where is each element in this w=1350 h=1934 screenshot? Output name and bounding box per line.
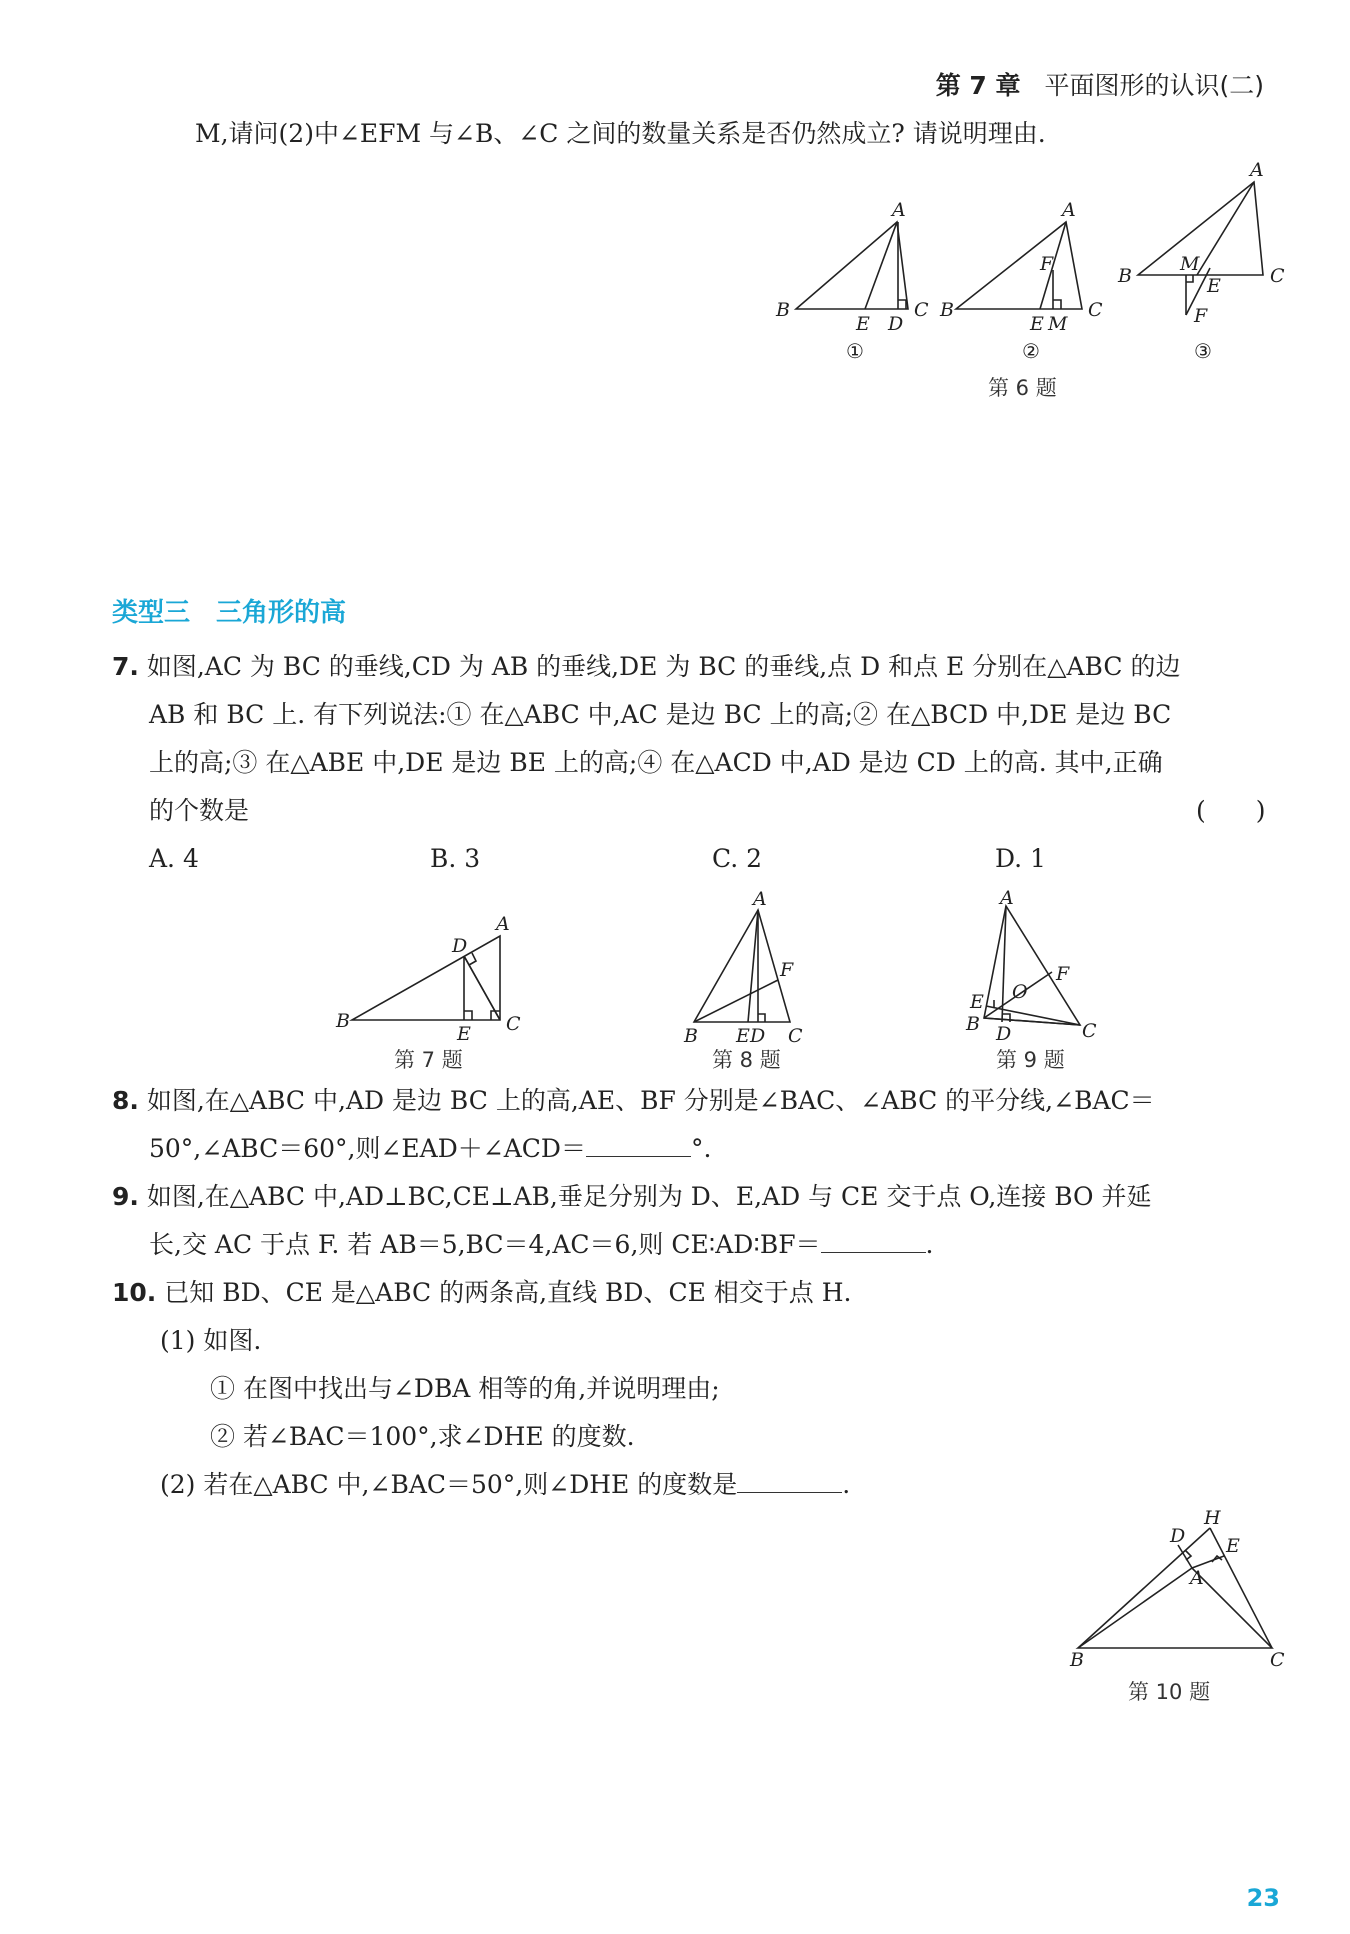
fig6-caption: 第 6 题 (988, 376, 1057, 400)
fig6-p2-label-a: A (1062, 199, 1076, 221)
figure-9 (960, 880, 1110, 1045)
q7-line-4: 的个数是 (149, 796, 250, 825)
fig7-caption: 第 7 题 (394, 1048, 463, 1072)
fig10-label-c: C (1270, 1649, 1285, 1671)
q8-text-2a: 50°,∠ABC＝60°,则∠EAD＋∠ACD＝ (149, 1134, 586, 1163)
q9-line-1 (112, 1173, 1152, 1221)
fig7-label-e: E (457, 1023, 471, 1045)
fig6-p2-label-c: C (1088, 299, 1103, 321)
fig9-label-o: O (1012, 981, 1028, 1003)
q7-answer-bracket: ( ) (1196, 796, 1266, 825)
fig6-p2-label-b: B (940, 299, 954, 321)
fig7-label-c: C (506, 1013, 521, 1035)
fig6-p3-label-b: B (1118, 265, 1132, 287)
fig6-p1-label-c: C (914, 299, 929, 321)
fig6-p3-label-e: E (1207, 275, 1221, 297)
fig6-panel-3 (1117, 159, 1285, 363)
q10-sub-1a: ① 在图中找出与∠DBA 相等的角,并说明理由; (210, 1374, 720, 1403)
page-number: 23 (1246, 1884, 1280, 1912)
fig10-label-a: A (1190, 1567, 1204, 1589)
fig6-p1-label-e: E (856, 313, 870, 335)
q8-line-2 (149, 1125, 711, 1173)
fig7-label-a: A (496, 913, 510, 935)
chapter-number: 第 7 章 (935, 71, 1021, 100)
fig6-p2-label-m: M (1048, 313, 1068, 335)
q9-answer-blank[interactable] (821, 1228, 926, 1253)
q7-number: 7. (112, 652, 139, 681)
fig7-label-d: D (452, 935, 468, 957)
fig8-label-b: B (684, 1025, 698, 1047)
chapter-title: 平面图形的认识(二) (1044, 71, 1264, 100)
fig10-label-d: D (1170, 1525, 1186, 1547)
fig6-panel-1 (775, 199, 929, 363)
fig10-label-e: E (1226, 1535, 1240, 1557)
fig6-p1-label-a: A (892, 199, 906, 221)
q9-number: 9. (112, 1182, 139, 1211)
fig6-p3-number: ③ (1194, 339, 1212, 363)
q8-number: 8. (112, 1086, 139, 1115)
fig8-caption: 第 8 题 (712, 1048, 781, 1072)
section-title: 类型三 三角形的高 (112, 598, 347, 628)
fig6-p2-label-e: E (1030, 313, 1044, 335)
q10-text-1: 已知 BD、CE 是△ABC 的两条高,直线 BD、CE 相交于点 H. (164, 1278, 852, 1307)
fig6-p2-label-f: F (1040, 253, 1054, 275)
q10-text-2b: . (842, 1470, 851, 1499)
fig9-label-d: D (996, 1023, 1012, 1045)
q7-option-a: A. 4 (149, 844, 199, 873)
q8-text-2b: °. (690, 1134, 712, 1163)
q9-text-1: 如图,在△ABC 中,AD⊥BC,CE⊥AB,垂足分别为 D、E,AD 与 CE 交于点 O,连接 BO 并延 (146, 1182, 1152, 1211)
figure-8 (680, 888, 830, 1047)
q8-answer-blank[interactable] (586, 1132, 691, 1157)
fig6-p1-label-b: B (776, 299, 790, 321)
figure-7 (330, 910, 530, 1045)
q10-number: 10. (112, 1278, 157, 1307)
fig10-label-b: B (1070, 1649, 1084, 1671)
fig8-label-a: A (753, 888, 767, 910)
q9-text-2b: . (925, 1230, 934, 1259)
q7-option-d: D. 1 (995, 844, 1046, 873)
fig6-p3-label-c: C (1270, 265, 1285, 287)
q10-text-2a: (2) 若在△ABC 中,∠BAC＝50°,则∠DHE 的度数是 (160, 1470, 738, 1499)
q6-tail-text: M,请问(2)中∠EFM 与∠B、∠C 之间的数量关系是否仍然成立? 请说明理由. (195, 119, 1046, 148)
fig7-label-b: B (336, 1010, 350, 1032)
fig6-p1-number: ① (846, 339, 864, 363)
q7-option-b: B. 3 (430, 844, 481, 873)
fig8-label-f: F (780, 959, 794, 981)
fig8-label-c: C (788, 1025, 803, 1047)
q10-sub-1b: ② 若∠BAC＝100°,求∠DHE 的度数. (210, 1422, 635, 1451)
fig9-label-c: C (1082, 1020, 1097, 1042)
fig6-p3-label-a: A (1250, 159, 1264, 181)
fig6-p3-label-f: F (1194, 305, 1208, 327)
q9-line-2 (149, 1221, 934, 1269)
fig10-label-h: H (1204, 1507, 1221, 1529)
fig6-p3-label-m: M (1180, 253, 1200, 275)
fig9-label-e: E (970, 991, 984, 1013)
fig9-label-a: A (1000, 887, 1014, 909)
fig10-caption: 第 10 题 (1128, 1680, 1211, 1704)
q9-text-2a: 长,交 AC 于点 F. 若 AB＝5,BC＝4,AC＝6,则 CE∶AD∶BF＝ (149, 1230, 821, 1259)
q10-sub-2 (160, 1461, 850, 1509)
q10-answer-blank[interactable] (737, 1468, 842, 1493)
q7-line-1 (112, 643, 1180, 691)
fig8-label-d: D (750, 1025, 766, 1047)
q8-line-1 (112, 1077, 1155, 1125)
fig9-label-f: F (1056, 963, 1070, 985)
fig6-p1-label-d: D (888, 313, 904, 335)
figure-10 (1060, 1500, 1290, 1670)
figure-6 (760, 159, 1285, 390)
q7-line-3: 上的高;③ 在△ABE 中,DE 是边 BE 上的高;④ 在△ACD 中,AD 是边 CD 上的高. 其中,正确 (149, 748, 1163, 777)
fig8-label-e: E (736, 1025, 750, 1047)
fig9-label-b: B (966, 1013, 980, 1035)
q10-sub-1: (1) 如图. (160, 1326, 262, 1355)
q7-text-1: 如图,AC 为 BC 的垂线,CD 为 AB 的垂线,DE 为 BC 的垂线,点 D 和点 E 分别在△ABC 的边 (146, 652, 1181, 681)
fig6-panel-2 (939, 199, 1103, 363)
fig6-p2-number: ② (1022, 339, 1040, 363)
q10-line-1 (112, 1269, 851, 1317)
fig9-caption: 第 9 题 (996, 1048, 1065, 1072)
q7-option-c: C. 2 (712, 844, 763, 873)
q8-text-1: 如图,在△ABC 中,AD 是边 BC 上的高,AE、BF 分别是∠BAC、∠ABC 的平分线,∠BAC＝ (146, 1086, 1155, 1115)
q7-line-2: AB 和 BC 上. 有下列说法:① 在△ABC 中,AC 是边 BC 上的高;② 在△BCD 中,DE 是边 BC (149, 700, 1172, 729)
chapter-header (936, 66, 1264, 102)
